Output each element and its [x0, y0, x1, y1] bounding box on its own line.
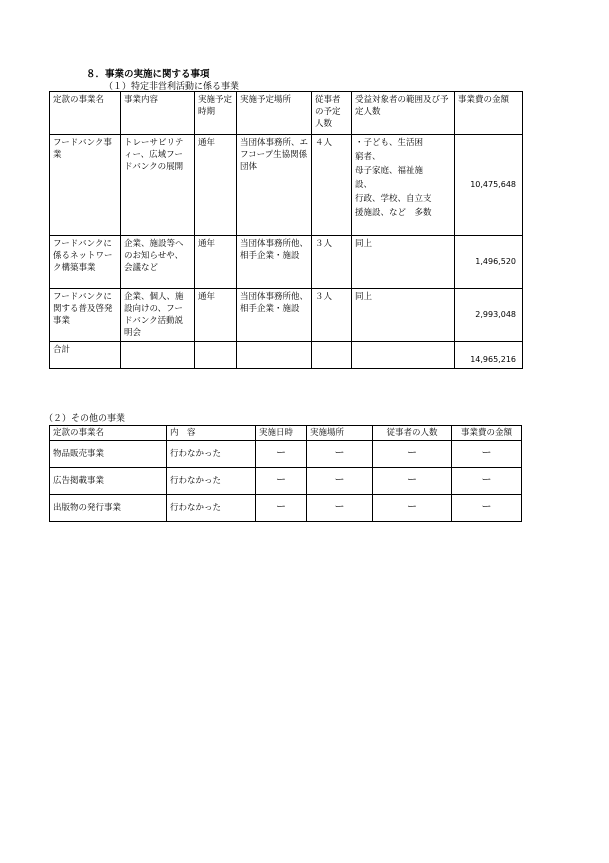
empty-cell	[237, 342, 312, 369]
empty-cell	[121, 342, 195, 369]
target-line: 援施設、など 多数	[355, 208, 432, 218]
place: 当団体事務所、エフコープ生協関係団体	[237, 135, 312, 236]
target-line: ・子ども、生活困	[355, 138, 424, 148]
header-cell: 実施日時	[256, 426, 307, 441]
total-row	[50, 342, 523, 369]
period: 通年	[195, 135, 237, 236]
specified-activities-table	[49, 91, 523, 369]
business-name: フードバンクに係るネットワーク構築事業	[50, 236, 121, 289]
other-activities-table	[49, 425, 522, 522]
table-row	[50, 236, 523, 289]
header-cell: 事業内容	[121, 92, 195, 135]
table-row	[50, 289, 523, 342]
period: 通年	[195, 289, 237, 342]
amount: ー	[452, 441, 522, 468]
target-line: 窮者、	[355, 152, 381, 162]
header-cell: 従事者の人数	[373, 426, 452, 441]
total-amount: 14,965,216	[455, 342, 523, 369]
target-scope: 同上	[352, 289, 455, 342]
table-row	[50, 495, 522, 522]
place: 当団体事務所他、相手企業・施設	[237, 289, 312, 342]
header-cell: 事業費の金額	[452, 426, 522, 441]
business-content: 行わなかった	[167, 468, 256, 495]
staff-count: ３人	[312, 236, 352, 289]
business-content: 企業、施設等へのお知らせや、会議など	[121, 236, 195, 289]
place: ー	[307, 495, 373, 522]
business-name: フードバンクに関する普及啓発事業	[50, 289, 121, 342]
staff-count: ー	[373, 495, 452, 522]
date: ー	[256, 441, 307, 468]
header-cell: 定款の事業名	[50, 426, 167, 441]
date: ー	[256, 495, 307, 522]
period: 通年	[195, 236, 237, 289]
business-name: 物品販売事業	[50, 441, 167, 468]
amount: ー	[452, 468, 522, 495]
header-cell: 実施予定時期	[195, 92, 237, 135]
target-scope	[352, 135, 455, 236]
header-cell: 内 容	[167, 426, 256, 441]
header-cell: 従事者の予定人数	[312, 92, 352, 135]
target-line: 行政、学校、自立支	[355, 194, 432, 204]
target-line: 母子家庭、福祉施	[355, 166, 424, 176]
business-content: トレーサビリティー、広域フードバンクの展開	[121, 135, 195, 236]
header-cell: 実施予定場所	[237, 92, 312, 135]
staff-count: ー	[373, 468, 452, 495]
section1-title: （１）特定非営利活動に係る事業	[104, 82, 240, 92]
business-name: 出版物の発行事業	[50, 495, 167, 522]
staff-count: ー	[373, 441, 452, 468]
table-row	[50, 468, 522, 495]
empty-cell	[195, 342, 237, 369]
target-line: 設、	[355, 180, 373, 190]
table-row	[50, 135, 523, 236]
empty-cell	[312, 342, 352, 369]
amount: 2,993,048	[455, 289, 523, 342]
staff-count: ４人	[312, 135, 352, 236]
business-content: 行わなかった	[167, 441, 256, 468]
amount: 10,475,648	[455, 135, 523, 236]
table-header-row	[50, 426, 522, 441]
business-content: 行わなかった	[167, 495, 256, 522]
target-scope: 同上	[352, 236, 455, 289]
section2-title: （２）その他の事業	[44, 414, 126, 424]
staff-count: ３人	[312, 289, 352, 342]
business-content: 企業、個人、施設向けの、フードバンク活動説明会	[121, 289, 195, 342]
empty-cell	[352, 342, 455, 369]
amount: ー	[452, 495, 522, 522]
date: ー	[256, 468, 307, 495]
table-row	[50, 441, 522, 468]
amount: 1,496,520	[455, 236, 523, 289]
header-cell: 受益対象者の範囲及び予定人数	[352, 92, 455, 135]
header-cell: 事業費の金額	[455, 92, 523, 135]
business-name: 広告掲載事業	[50, 468, 167, 495]
place: 当団体事務所他、相手企業・施設	[237, 236, 312, 289]
header-cell: 定款の事業名	[50, 92, 121, 135]
place: ー	[307, 441, 373, 468]
header-cell: 実施場所	[307, 426, 373, 441]
business-name: フードバンク事業	[50, 135, 121, 236]
total-label: 合計	[50, 342, 121, 369]
place: ー	[307, 468, 373, 495]
section-heading: ８．事業の実施に関する事項	[86, 69, 210, 80]
table-header-row	[50, 92, 523, 135]
